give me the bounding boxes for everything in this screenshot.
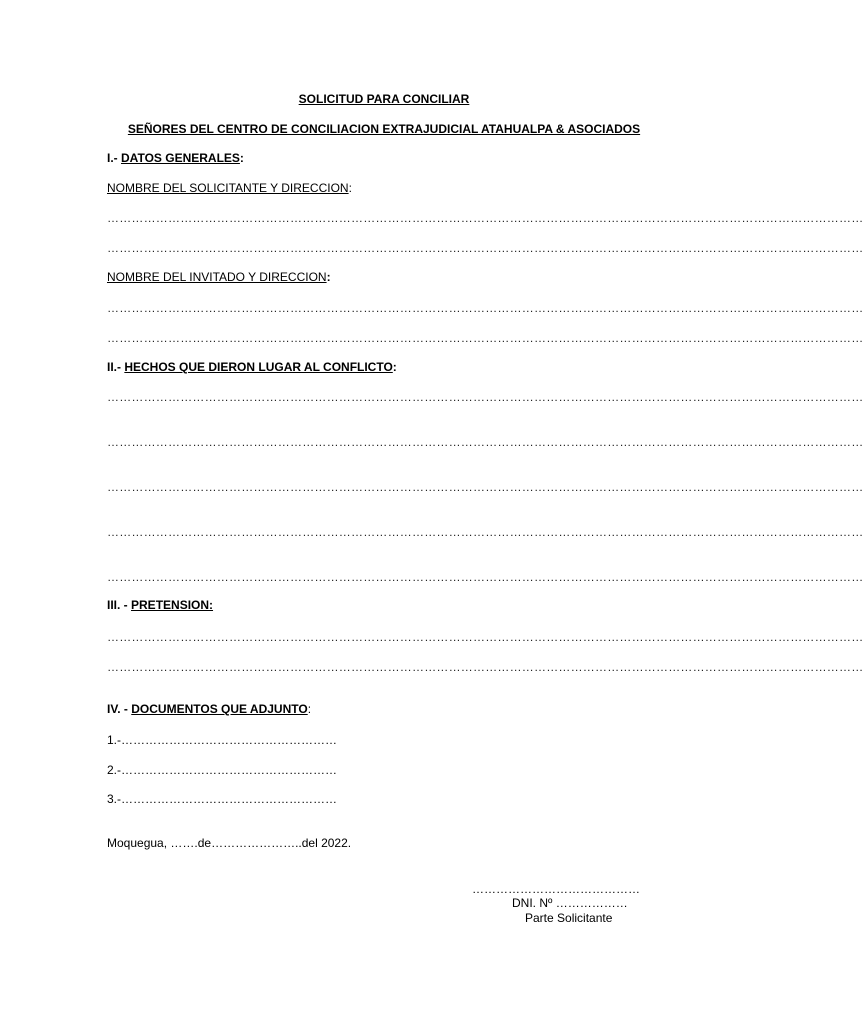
invitee-line-2: …………………………………………………………………………………………………………………………………………………………………… [107, 331, 863, 345]
signature-role: Parte Solicitante [525, 911, 613, 925]
facts-line-5: …………………………………………………………………………………………………………………………………………………………………… [107, 570, 863, 584]
section-4-number: IV. - [107, 702, 128, 716]
section-1-colon: : [239, 151, 244, 165]
section-4-title: DOCUMENTOS QUE ADJUNTO [131, 702, 308, 716]
section-1-title: DATOS GENERALES [121, 151, 240, 165]
applicant-label-colon: : [348, 181, 352, 195]
section-1-heading [107, 151, 244, 165]
facts-line-2: …………………………………………………………………………………………………………………………………………………………………… [107, 435, 863, 449]
invitee-field-label [107, 270, 331, 284]
section-2-colon: : [392, 360, 397, 374]
section-2-number: II.- [107, 360, 121, 374]
section-2-heading [107, 360, 397, 374]
applicant-line-2: …………………………………………………………………………………………………………………………………………………………………… [107, 241, 863, 255]
addressee: SEÑORES DEL CENTRO DE CONCILIACION EXTRAJUDICIAL ATAHUALPA & ASOCIADOS [127, 122, 641, 136]
invitee-label-colon: : [326, 270, 331, 284]
document-title: SOLICITUD PARA CONCILIAR [298, 92, 470, 106]
facts-line-1: …………………………………………………………………………………………………………………………………………………………………… [107, 390, 863, 404]
claim-line-1: …………………………………………………………………………………………………………………………………………………………………… [107, 630, 863, 644]
attachment-item-2: 2.-……………………………………………… [107, 763, 338, 777]
section-3-heading [107, 598, 213, 612]
section-2-title: HECHOS QUE DIERON LUGAR AL CONFLICTO [124, 360, 393, 374]
section-4-heading [107, 702, 311, 716]
applicant-line-1: …………………………………………………………………………………………………………………………………………………………………… [107, 211, 863, 225]
facts-line-3: …………………………………………………………………………………………………………………………………………………………………… [107, 480, 863, 494]
attachment-item-3: 3.-……………………………………………… [107, 792, 338, 806]
section-3-number: III. - [107, 598, 128, 612]
applicant-label-text: NOMBRE DEL SOLICITANTE Y DIRECCION [107, 181, 349, 195]
signature-dni: DNI. Nº ……………… [512, 896, 628, 910]
attachment-item-1: 1.-……………………………………………… [107, 733, 338, 747]
place-and-date: Moquegua, …….de…………………..del 2022. [107, 836, 352, 850]
signature-line: …………………………………… [472, 882, 640, 896]
section-4-colon: : [307, 702, 312, 716]
applicant-field-label [107, 181, 352, 195]
facts-line-4: …………………………………………………………………………………………………………………………………………………………………… [107, 525, 863, 539]
invitee-label-text: NOMBRE DEL INVITADO Y DIRECCION [107, 270, 327, 284]
section-1-number: I.- [107, 151, 118, 165]
invitee-line-1: …………………………………………………………………………………………………………………………………………………………………… [107, 301, 863, 315]
section-3-title: PRETENSION: [131, 598, 214, 612]
claim-line-2: …………………………………………………………………………………………………………………………………………………………………… [107, 660, 863, 674]
